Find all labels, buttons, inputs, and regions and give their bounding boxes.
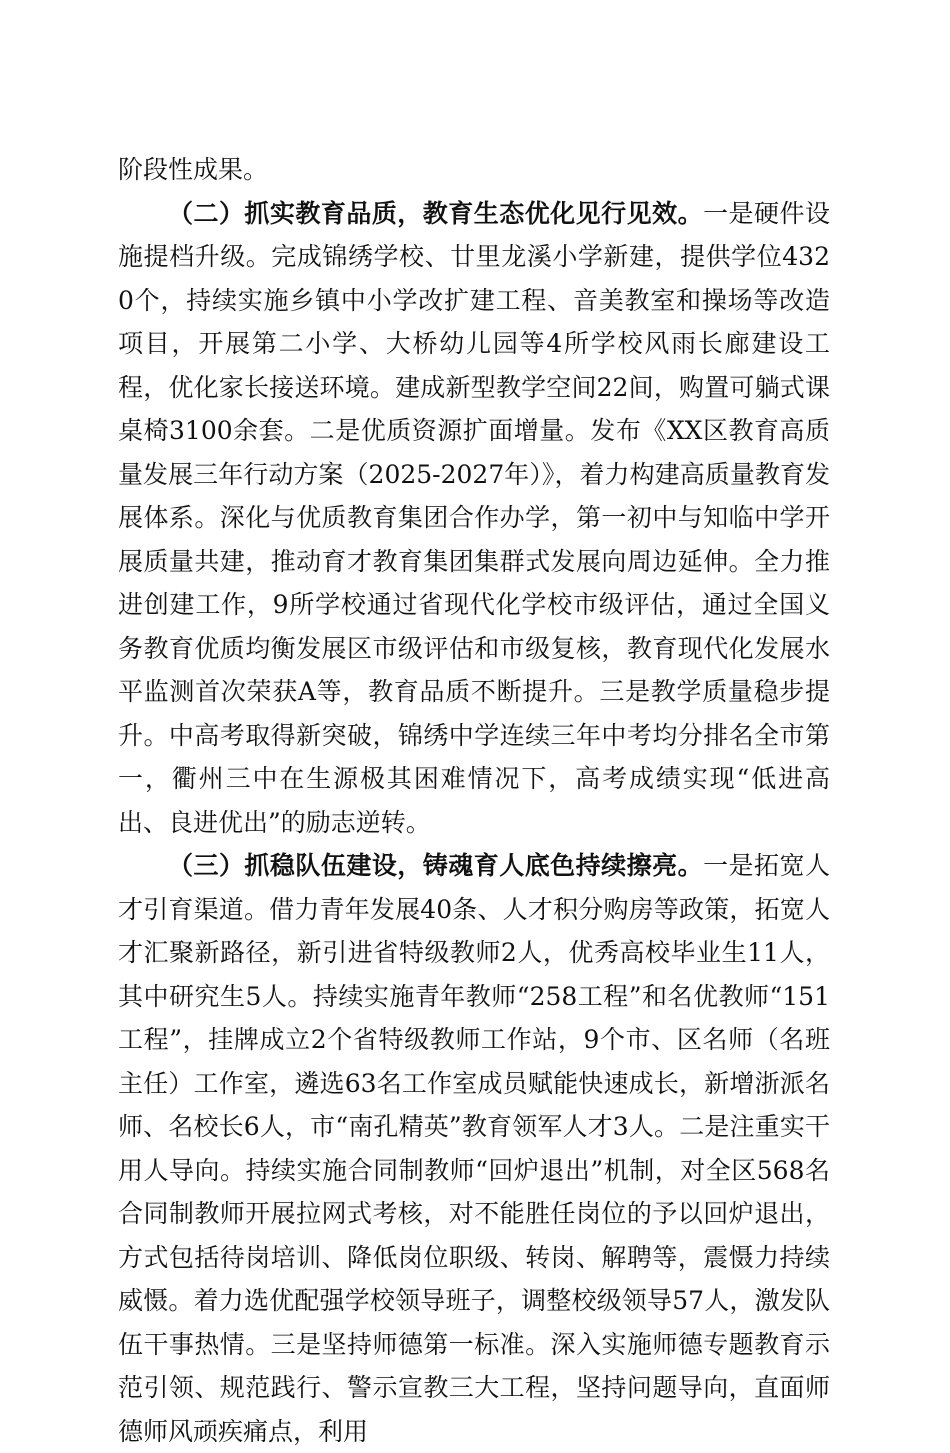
paragraph-continuation (118, 148, 830, 192)
paragraph-body: 一是硬件设施提档升级。完成锦绣学校、廿里龙溪小学新建，提供学位4320个，持续实施乡镇中小学改扩建工程、音美教室和操场等改造项目，开展第二小学、大桥幼儿园等4所学校风雨长廊建设工程，优化家长接送环境。建成新型教学空间22间，购置可躺式课桌椅3100余套。二是优质资源扩面增量。发布《XX区教育高质量发展三年行动方案（2025-2027年）》，着力构建高质量教育发展体系。深化与优质教育集团合作办学，第一初中与知临中学开展质量共建，推动育才教育集团集群式发展向周边延伸。全力推进创建工作，9所学校通过省现代化学校市级评估，通过全国义务教育优质均衡发展区市级评估和市级复核，教育现代化发展水平监测首次荣获A等，教育品质不断提升。三是教学质量稳步提升。中高考取得新突破，锦绣中学连续三年中考均分排名全市第一，衢州三中在生源极其困难情况下，高考成绩实现“低进高出、良进优出”的励志逆转。 (118, 198, 830, 837)
paragraph-body: 阶段性成果。 (118, 155, 269, 184)
section-heading: （三）抓稳队伍建设，铸魂育人底色持续擦亮。 (168, 851, 704, 880)
document-page (118, 148, 830, 1453)
section-heading: （二）抓实教育品质，教育生态优化见行见效。 (168, 198, 704, 228)
paragraph-section-2 (118, 192, 830, 845)
paragraph-section-3 (118, 844, 830, 1453)
paragraph-body: 一是拓宽人才引育渠道。借力青年发展40条、人才积分购房等政策，拓宽人才汇聚新路径，新引进省特级教师2人，优秀高校毕业生11人，其中研究生5人。持续实施青年教师“258工程”和名优教师“151工程”，挂牌成立2个省特级教师工作站，9个市、区名师（名班主任）工作室，遴选63名工作室成员赋能快速成长，新增浙派名师、名校长6人，市“南孔精英”教育领军人才3人。二是注重实干用人导向。持续实施合同制教师“回炉退出”机制，对全区568名合同制教师开展拉网式考核，对不能胜任岗位的予以回炉退出，方式包括待岗培训、降低岗位职级、转岗、解聘等，震慑力持续威慑。着力选优配强学校领导班子，调整校级领导57人，激发队伍干事热情。三是坚持师德第一标准。深入实施师德专题教育示范引领、规范践行、警示宣教三大工程，坚持问题导向，直面师德师风顽疾痛点，利用 (118, 851, 830, 1446)
